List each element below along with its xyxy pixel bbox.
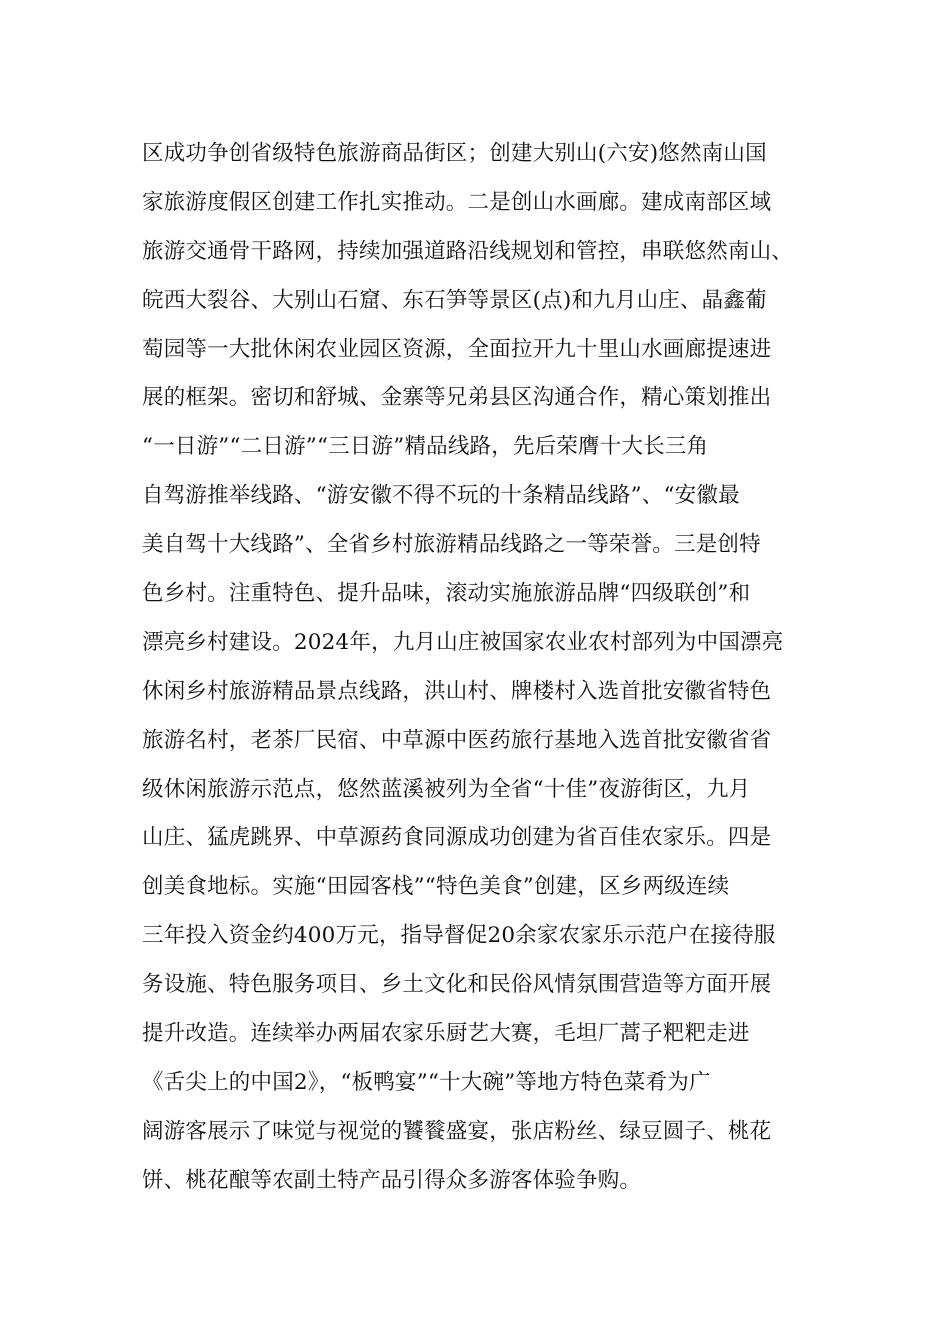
body-paragraph bbox=[142, 130, 832, 1206]
text-line-2: 家旅游度假区创建工作扎实推动。二是创山水画廊。建成南部区域 bbox=[142, 189, 772, 215]
text-line-9: 美自驾十大线路”、全省乡村旅游精品线路之一等荣誉。三是创特 bbox=[142, 532, 761, 558]
text-line-3: 旅游交通骨干路网，持续加强道路沿线规划和管控，串联悠然南山、 bbox=[142, 238, 794, 264]
text-line-21: 阔游客展示了味觉与视觉的饕餮盛宴，张店粉丝、绿豆圆子、桃花 bbox=[142, 1118, 772, 1144]
text-line-16: 创美食地标。实施“田园客栈”“特色美食”创建，区乡两级连续 bbox=[142, 874, 730, 900]
text-line-4: 皖西大裂谷、大别山石窟、东石笋等景区(点)和九月山庄、晶鑫葡 bbox=[142, 287, 767, 313]
text-line-14: 级休闲旅游示范点，悠然蓝溪被列为全省“十佳”夜游街区，九月 bbox=[142, 776, 751, 802]
text-line-12: 休闲乡村旅游精品景点线路，洪山村、牌楼村入选首批安徽省特色 bbox=[142, 678, 772, 704]
text-line-1: 区成功争创省级特色旅游商品街区；创建大别山(六安)悠然南山国 bbox=[142, 141, 767, 166]
text-line-15: 山庄、猛虎跳界、中草源药食同源成功创建为省百佳农家乐。四是 bbox=[142, 825, 772, 851]
text-line-11: 漂亮乡村建设。2024年，九月山庄被国家农业农村部列为中国漂亮 bbox=[142, 629, 784, 655]
text-line-5: 萄园等一大批休闲农业园区资源，全面拉开九十里山水画廊提速进 bbox=[142, 336, 772, 362]
text-line-7: “一日游”“二日游”“三日游”精品线路，先后荣膺十大长三角 bbox=[142, 434, 709, 460]
text-line-6: 展的框架。密切和舒城、金寨等兄弟县区沟通合作，精心策划推出 bbox=[142, 385, 772, 411]
text-line-22: 饼、桃花酿等农副土特产品引得众多游客体验争购。 bbox=[142, 1167, 642, 1193]
text-line-13: 旅游名村，老茶厂民宿、中草源中医药旅行基地入选首批安徽省省 bbox=[142, 727, 772, 753]
text-line-20: 《舌尖上的中国2》，“板鸭宴”“十大碗”等地方特色菜肴为广 bbox=[142, 1069, 711, 1095]
text-line-18: 务设施、特色服务项目、乡土文化和民俗风情氛围营造等方面开展 bbox=[142, 972, 772, 998]
text-line-10: 色乡村。注重特色、提升品味，滚动实施旅游品牌“四级联创”和 bbox=[142, 581, 751, 607]
text-line-8: 自驾游推举线路、“游安徽不得不玩的十条精品线路”、“安徽最 bbox=[142, 483, 740, 509]
text-line-17: 三年投入资金约400万元，指导督促20余家农家乐示范户在接待服 bbox=[142, 923, 776, 949]
text-line-19: 提升改造。连续举办两届农家乐厨艺大赛，毛坦厂蒿子粑粑走进 bbox=[142, 1021, 750, 1047]
